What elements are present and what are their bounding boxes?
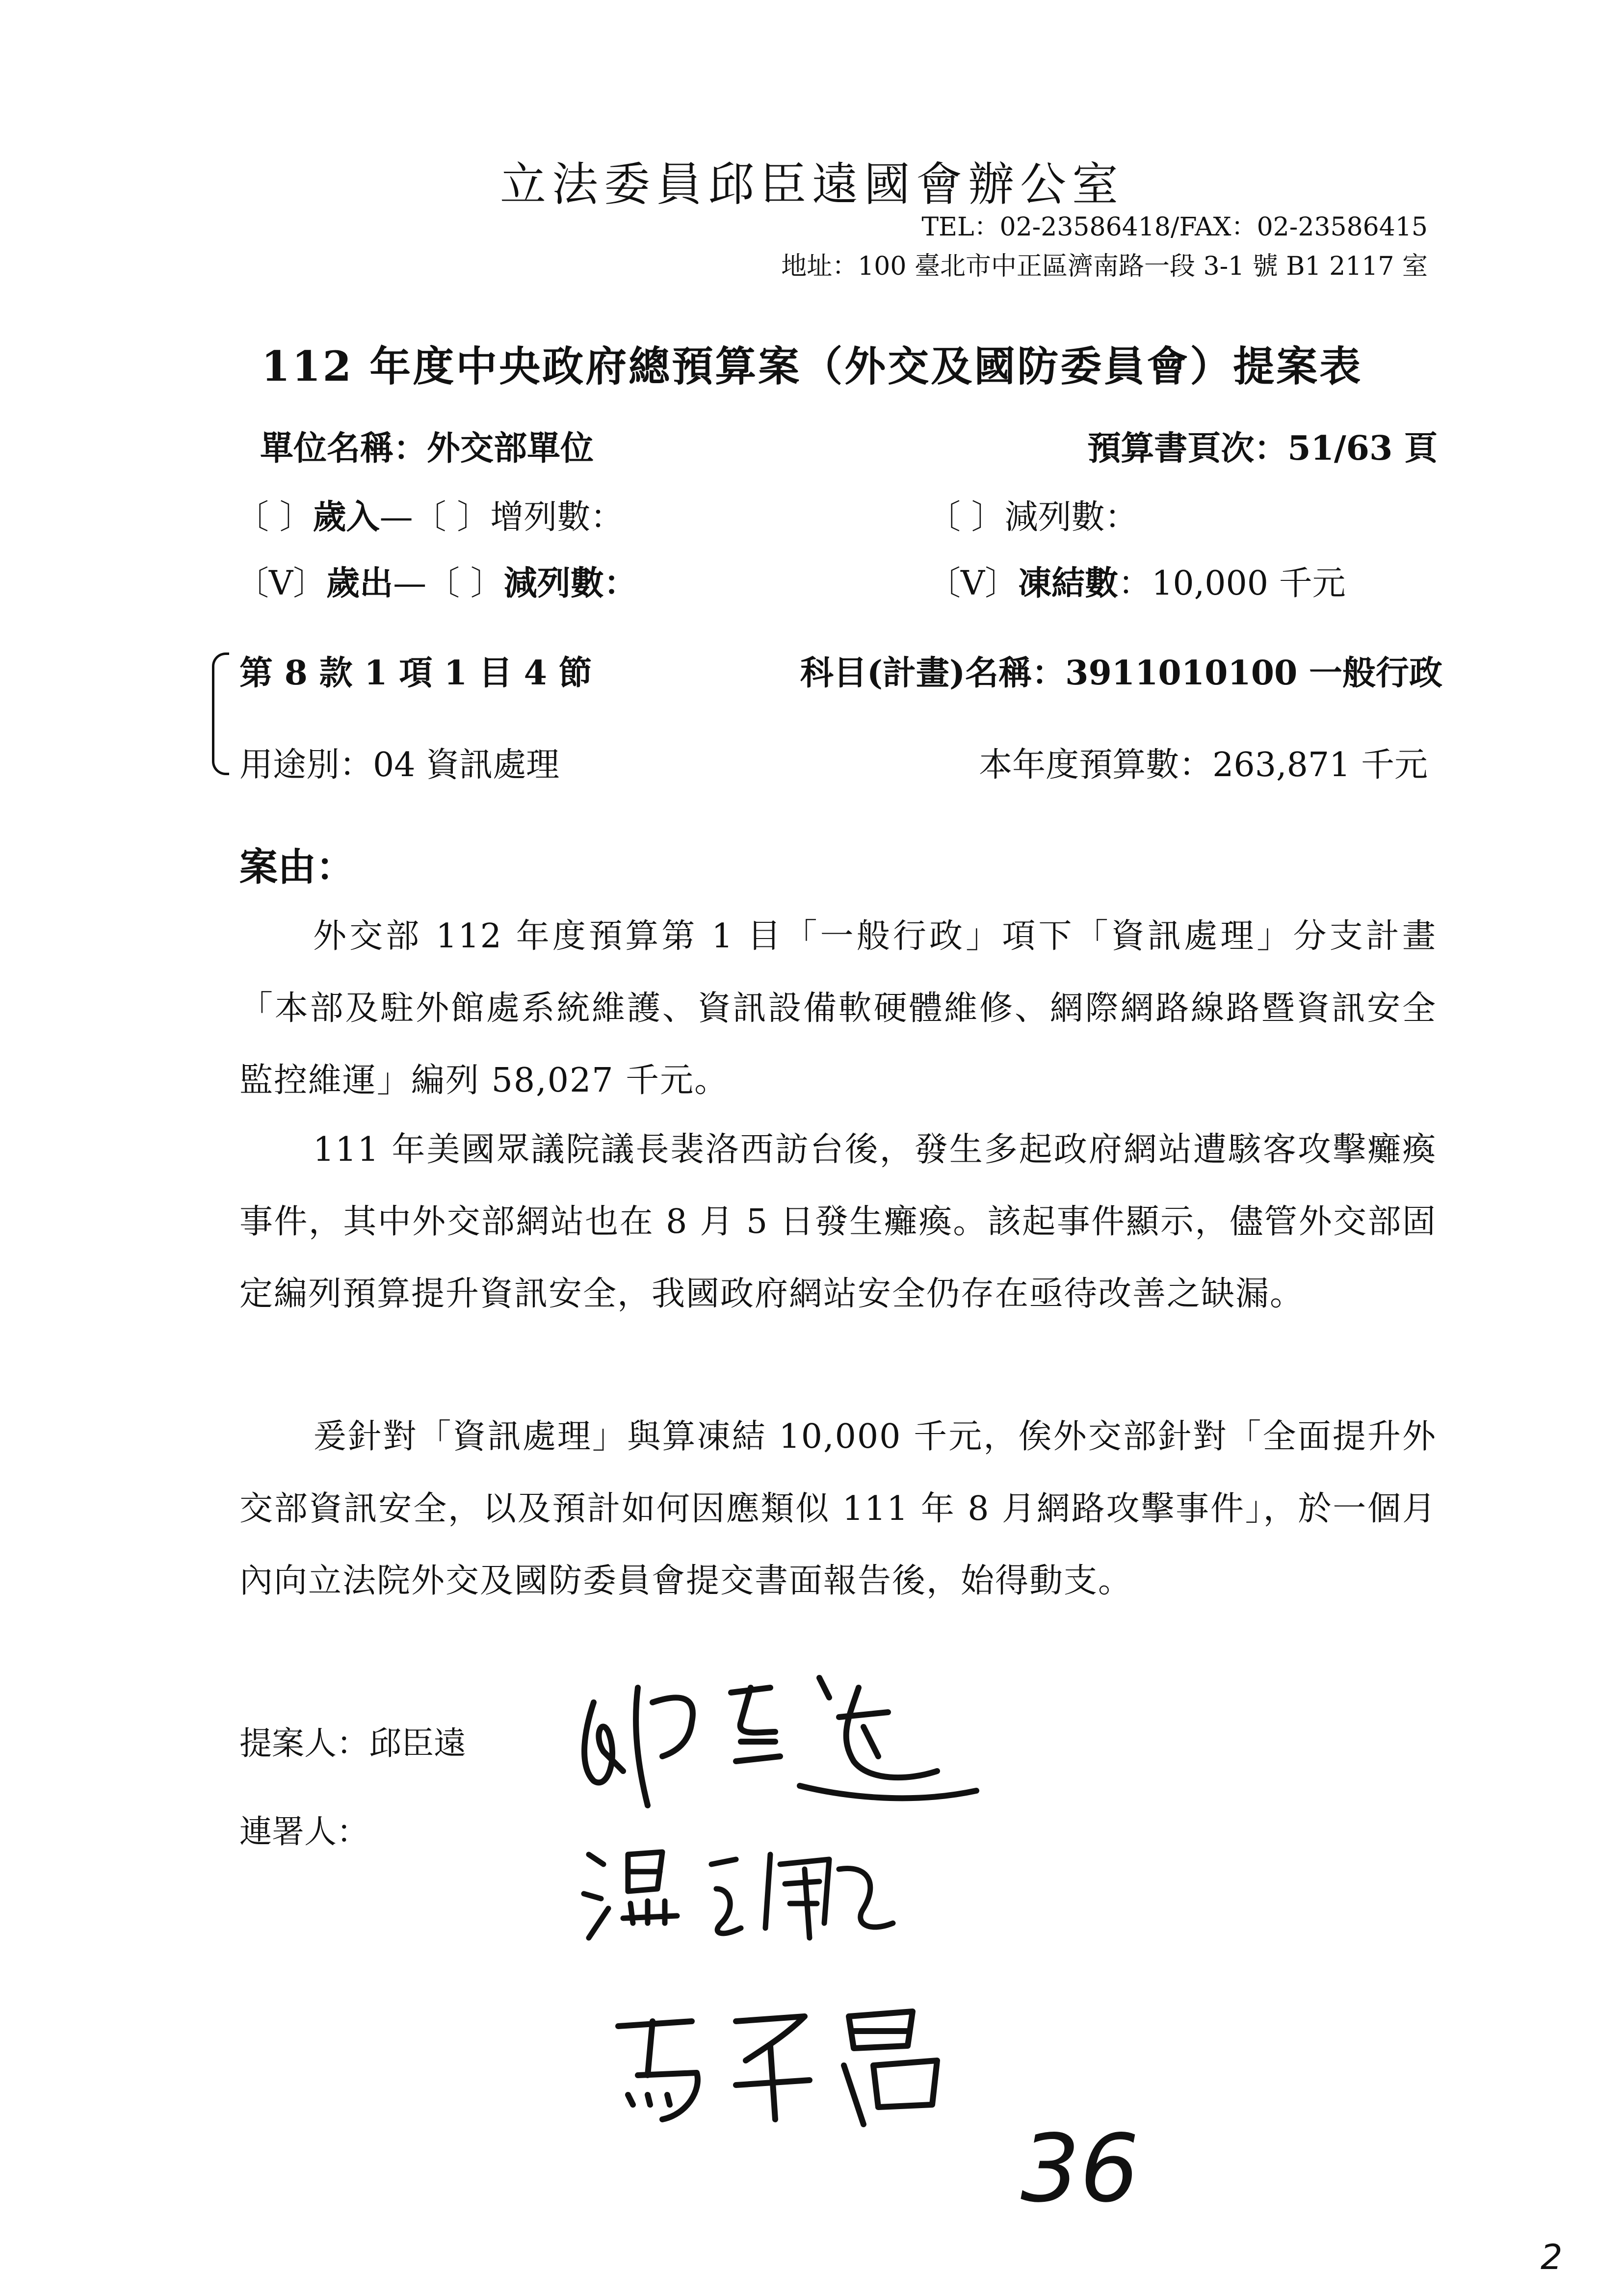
office-title: 立法委員邱臣遠國會辦公室 <box>499 158 1124 211</box>
usage-type: 用途別：04 資訊處理 <box>239 746 560 784</box>
increase-label: —〔 〕增列數： <box>379 498 624 537</box>
freeze-checkbox: 〔V〕 <box>927 564 1019 603</box>
revenue-checkbox: 〔 〕 <box>236 498 313 537</box>
freeze-row <box>927 557 1346 604</box>
paragraph-3: 爰針對「資訊處理」與算凍結 10,000 千元，俟外交部針對「全面提升外交部資訊安全，以及預計如何因應類似 111 年 8 月網路攻擊事件」，於一個月內向立法院外交及國防委員會提交書面報告後，始得動支。 <box>239 1417 1437 1600</box>
address: 地址：100 臺北市中正區濟南路一段 3-1 號 B1 2117 室 <box>781 252 1428 281</box>
form-title: 112 年度中央政府總預算案（外交及國防委員會）提案表 <box>261 342 1363 391</box>
case-reason-heading: 案由： <box>239 845 355 889</box>
unit-name: 單位名稱：外交部單位 <box>260 429 594 468</box>
expenditure-checkbox: 〔V〕 <box>236 564 327 603</box>
proposer-label: 提案人：邱臣遠 <box>239 1724 466 1762</box>
page-ref: 預算書頁次：51/63 頁 <box>1087 429 1438 468</box>
freeze-label: 凍結數 <box>1018 564 1119 603</box>
subject-name: 科目(計畫)名稱：3911010100 一般行政 <box>800 653 1442 693</box>
decrease-row-1: 〔 〕減列數： <box>927 498 1138 537</box>
cosigner-label: 連署人： <box>239 1813 369 1851</box>
freeze-amount: ：10,000 千元 <box>1118 564 1346 603</box>
section-code: 第 8 款 1 項 1 目 4 節 <box>239 653 592 693</box>
signature-cosigner-1 <box>574 1825 917 1953</box>
corner-page-mark: 2 <box>1541 2237 1563 2277</box>
section-bracket <box>212 652 229 775</box>
expenditure-label: 歲出 <box>326 564 393 603</box>
revenue-row <box>236 491 624 538</box>
expenditure-row <box>236 557 637 604</box>
signature-cosigner-2 <box>599 1992 971 2139</box>
annual-budget: 本年度預算數：263,871 千元 <box>979 746 1428 784</box>
decrease-label-2: 減列數： <box>503 564 637 603</box>
paragraph-1: 外交部 112 年度預算第 1 目「一般行政」項下「資訊處理」分支計畫「本部及駐外館處系統維護、資訊設備軟硬體維修、網際網路線路暨資訊安全監控維運」編列 58,027 千元。 <box>239 917 1437 1100</box>
expenditure-mid: —〔 〕 <box>393 564 504 603</box>
revenue-label: 歲入 <box>313 497 380 537</box>
tel-fax: TEL：02-23586418/FAX：02-23586415 <box>921 212 1428 242</box>
handwritten-number: 36 <box>1021 2114 1139 2223</box>
paragraph-2: 111 年美國眾議院議長裴洛西訪台後，發生多起政府網站遭駭客攻擊癱瘓事件，其中外交部網站也在 8 月 5 日發生癱瘓。該起事件顯示，儘管外交部固定編列預算提升資訊安全，我國政府網站安全仍存在亟待改善之缺漏。 <box>239 1130 1437 1313</box>
signature-proposer <box>564 1658 1006 1825</box>
